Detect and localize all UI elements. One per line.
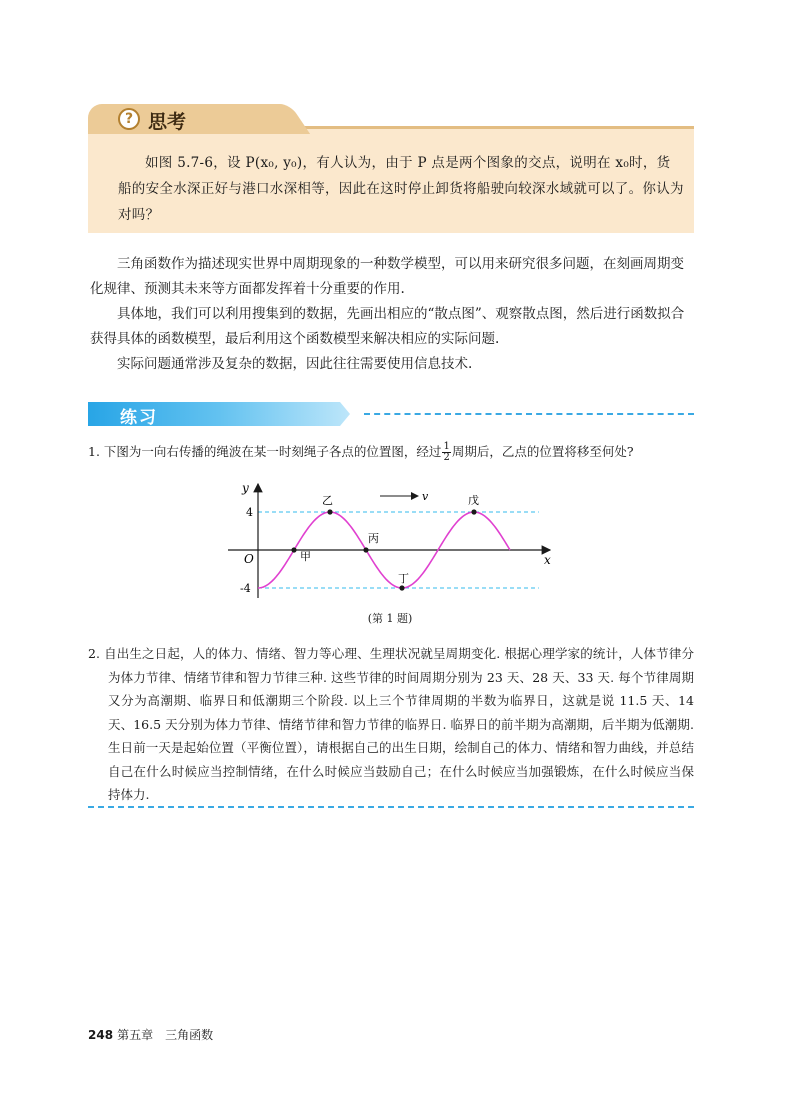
page-number: 248: [88, 1028, 114, 1042]
chapter-label: 第五章: [117, 1028, 154, 1042]
wave-chart-svg: [220, 476, 560, 606]
y-tick-label: 4: [246, 506, 253, 519]
x-axis-label: x: [544, 553, 551, 567]
exercise-header: [88, 402, 694, 426]
exercise-dash-line: [364, 413, 694, 415]
y-axis-label: y: [242, 481, 249, 495]
point-label: 丙: [368, 532, 379, 545]
question-2-number: 2.: [88, 646, 100, 661]
paragraph-3: 实际问题通常涉及复杂的数据，因此往往需要使用信息技术.: [117, 356, 473, 372]
question-1: [88, 440, 694, 464]
chapter-title: 三角函数: [165, 1028, 214, 1042]
think-box: [88, 104, 694, 230]
question-1-number: 1.: [88, 444, 100, 459]
origin-label: O: [244, 552, 254, 566]
think-title: 思考: [148, 111, 187, 133]
point-label: 丁: [398, 572, 409, 585]
fraction-denominator: 2: [443, 452, 450, 463]
question-1-text-after: 周期后，乙点的位置将移至何处?: [451, 444, 634, 459]
point-marker: [471, 509, 476, 514]
exercise-end-dash-line: [88, 806, 694, 808]
page-footer: [88, 1026, 213, 1043]
point-marker: [399, 585, 404, 590]
question-icon: ?: [118, 108, 140, 130]
y-tick-label: -4: [240, 582, 251, 595]
point-label: 乙: [322, 494, 333, 507]
question-1-text-before: 下图为一向右传播的绳波在某一时刻绳子各点的位置图，经过: [103, 444, 442, 459]
figure-caption: (第 1 题): [367, 612, 413, 625]
think-text: 如图 5.7-6，设 P(x₀, y₀)，有人认为，由于 P 点是两个图象的交点，说明在 x₀时，货船的安全水深正好与港口水深相等，因此在这时停止卸货将船驶向较深水域就可以了。你认为对吗？: [118, 155, 684, 223]
fraction-numerator: 1: [443, 441, 450, 452]
point-marker: [363, 547, 368, 552]
point-marker: [327, 509, 332, 514]
point-label: 戊: [468, 494, 479, 507]
fraction-one-half: [442, 442, 450, 463]
question-2: [88, 642, 694, 807]
paragraph-1: 三角函数作为描述现实世界中周期现象的一种数学模型，可以用来研究很多问题，在刻画周期变化规律、预测其未来等方面都发挥着十分重要的作用.: [90, 256, 684, 297]
paragraph-2: 具体地，我们可以利用搜集到的数据，先画出相应的“散点图”、观察散点图，然后进行函数拟合获得具体的函数模型，最后利用这个函数模型来解决相应的实际问题.: [90, 306, 685, 347]
question-2-body: [88, 642, 694, 807]
exercise-title: 练习: [120, 408, 158, 428]
velocity-label: v: [422, 490, 429, 503]
question-2-text: 自出生之日起，人的体力、情绪、智力等心理、生理状况就呈周期变化. 根据心理学家的统计，人体节律分为体力节律、情绪节律和智力节律三种. 这些节律的时间周期分别为 23 天、28 天、33 天. 每个节律周期又分为高潮期、临界日和低潮期三个阶段. 以上三个节律周期的半数为临界日，这就是说 11.5 天、14 天、16.5 天分别为体力节律、情绪节律和智力节律的临界日. 临界日的前半期为高潮期，后半期为低潮期. 生日前一天是起始位置（平衡位置），请根据自己的出生日期，绘制自己的体力、情绪和智力曲线，并总结自己在什么时候应当控制情绪，在什么时候应当鼓励自己；在什么时候应当加强锻炼，在什么时候应当保持体力.: [104, 646, 694, 802]
point-marker: [291, 547, 296, 552]
wave-chart: [220, 476, 560, 606]
point-label: 甲: [300, 550, 311, 563]
